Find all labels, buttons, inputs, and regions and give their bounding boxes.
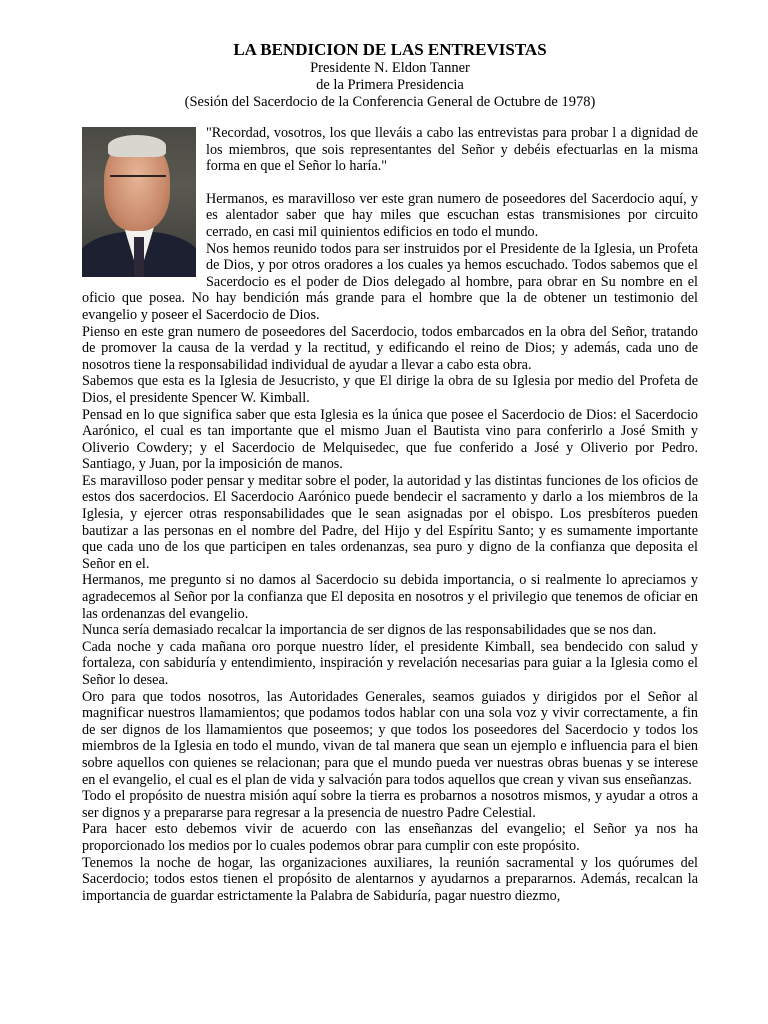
paragraph: Pienso en este gran numero de poseedores del Sacerdocio, todos embarcados en la obra del Señor, tratando de promover la causa de la verdad y la rectitud, y edificando el reino de Dios; y además, cada uno de nosotros tiene la responsabilidad individual de ayudar a llevar a cabo esta obra. [82, 323, 698, 373]
paragraph: Para hacer esto debemos vivir de acuerdo con las enseñanzas del evangelio; el Señor ya nos ha proporcionado los medios por lo cuales podemos obrar para cumplir con este propósito. [82, 821, 698, 854]
document-title: LA BENDICION DE LAS ENTREVISTAS [233, 40, 547, 59]
paragraph: Nos hemos reunido todos para ser instruidos por el Presidente de la Iglesia, un Profeta de Dios, y por otros oradores a los cuales ya hemos escuchado. Todos sabemos que el Sacerdocio es el poder de Dios delegado al hombre, para obrar en Su nombre en el oficio que posea. No hay bendición más grande para el hombre que la de obtener un testimonio del evangelio y poseer el Sacerdocio de Dios. [82, 240, 698, 323]
paragraph: Es maravilloso poder pensar y meditar sobre el poder, la autoridad y las distintas funciones de los oficios de estos dos sacerdocios. El Sacerdocio Aarónico puede bendecir el sacramento y darlo a los miembros de la Iglesia, y ejercer otras responsabilidades que le sean asignadas por el obispo. Los presbíteros pueden bautizar a las personas en el nombre del Padre, del Hijo y del Espíritu Santo; y es sumamente importante que cada uno de los que participen en tales ordenanzas, sea puro y digno de la confianza que deposita el Señor en el. [82, 472, 698, 572]
session-line: (Sesión del Sacerdocio de la Conferencia General de Octubre de 1978) [184, 94, 596, 110]
opening-quote: "Recordad, vosotros, los que lleváis a cabo las entrevistas para probar l a dignidad de los miembros, que sois representantes del Señor y debéis efectuarlas en la misma forma en que el Señor lo haría." [206, 125, 698, 175]
document-page [82, 40, 698, 904]
paragraph: Oro para que todos nosotros, las Autoridades Generales, seamos guiados y dirigidos por el Señor al magnificar nuestros llamamientos; que podamos todos hablar con una sola voz y vivir correctamente, a fin de ser dignos de los llamamientos que poseemos; y que todos los poseedores del Sacerdocio y todos los miembros de la Iglesia en todo el mundo, vivan de tal manera que sean un ejemplo e influencia para el bien sobre aquellos con quienes se relacionan; para que el mundo pueda ver nuestras obras buenas y se interese en el evangelio, el cual es el plan de vida y salvación para todos aquellos que crean y vivan sus enseñanzas. [82, 688, 698, 788]
paragraph: Tenemos la noche de hogar, las organizaciones auxiliares, la reunión sacramental y los quórumes del Sacerdocio; todos estos tienen el propósito de alentarnos y ayudarnos a prepararnos. Además, recalcan la importancia de guardar estrictamente la Palabra de Sabiduría, pagar nuestro diezmo, [82, 854, 698, 904]
title-block [82, 40, 698, 111]
paragraph: Todo el propósito de nuestra misión aquí sobre la tierra es probarnos a nosotros mismos, y ayudar a otros a ser dignos y a prepararse para regresar a la presencia de nuestro Padre Celestial. [82, 788, 698, 821]
paragraph: Sabemos que esta es la Iglesia de Jesucristo, y que El dirige la obra de su Iglesia por medio del Profeta de Dios, el presidente Spencer W. Kimball. [82, 373, 698, 406]
author-line: Presidente N. Eldon Tanner [310, 60, 470, 76]
paragraph: Pensad en lo que significa saber que esta Iglesia es la única que posee el Sacerdocio de Dios: el Sacerdocio Aarónico, el cual es tan importante que el mismo Juan el Bautista vino para conferirlo a José Smith y Oliverio Cowdery; y el Sacerdocio de Melquisedec, que fue conferido a José y Oliverio por Pedro. Santiago, y Juan, por la imposición de manos. [82, 406, 698, 473]
portrait-photo [82, 127, 196, 277]
paragraph: Hermanos, me pregunto si no damos al Sacerdocio su debida importancia, o si realmente lo apreciamos y agradecemos al Señor por la confianza que El deposita en nosotros y el privilegio que tenemos de oficiar en las ordenanzas del evangelio. [82, 572, 698, 622]
paragraph: Hermanos, es maravilloso ver este gran numero de poseedores del Sacerdocio aquí, y es alentador saber que hay miles que escuchan estas transmisiones por circuito cerrado, en casi mil quinientos edificios en todo el mundo. [206, 190, 698, 240]
document-body [82, 125, 698, 904]
position-line: de la Primera Presidencia [316, 77, 464, 93]
paragraph: Nunca sería demasiado recalcar la importancia de ser dignos de las responsabilidades que se nos dan. [82, 622, 657, 639]
paragraph: Cada noche y cada mañana oro porque nuestro líder, el presidente Kimball, sea bendecido con salud y fortaleza, con sabiduría y entendimiento, inspiración y revelación necesarias para guiar a la Iglesia como el Señor lo desea. [82, 638, 698, 688]
